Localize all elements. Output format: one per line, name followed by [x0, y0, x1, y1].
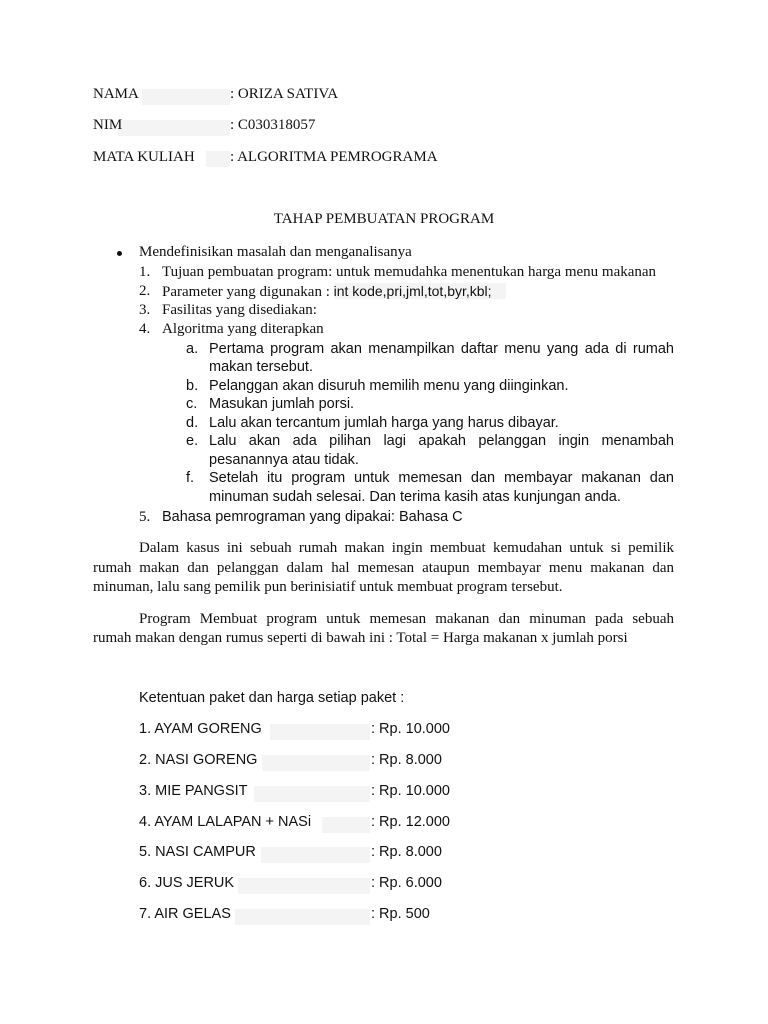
step-text: Tujuan pembuatan program: untuk memudahka menentukan harga menu makanan — [162, 264, 657, 280]
package-price: : Rp. 10.000 — [371, 783, 450, 799]
algorithm-letter: d. — [186, 415, 199, 431]
step-text — [162, 283, 506, 301]
algorithm-text: Lalu akan tercantum jumlah harga yang harus dibayar. — [209, 415, 559, 431]
algorithm-text: Setelah itu program untuk memesan dan membayar makanan dan — [209, 470, 674, 486]
header-label-nama: NAMA — [93, 86, 139, 102]
package-name: 7. AIR GELAS — [139, 906, 231, 922]
header-value-mata-kuliah: : ALGORITMA PEMROGRAMA — [230, 149, 438, 165]
paragraph-line: minuman, lalu sang pemilik pun berinisiatif untuk membuat program tersebut. — [93, 579, 563, 595]
package-price: : Rp. 8.000 — [371, 752, 442, 768]
package-name: 1. AYAM GORENG — [139, 721, 262, 737]
step-text: Algoritma yang diterapkan — [162, 321, 324, 337]
step-number: 2. — [139, 283, 151, 299]
package-price: : Rp. 12.000 — [371, 814, 450, 830]
algorithm-text: Pelanggan akan disuruh memilih menu yang diinginkan. — [209, 378, 569, 394]
header-label-mata-kuliah: MATA KULIAH — [93, 149, 195, 165]
algorithm-text: Masukan jumlah porsi. — [209, 396, 355, 412]
algorithm-letter: c. — [186, 396, 198, 412]
step-number: 4. — [139, 321, 151, 337]
algorithm-letter: b. — [186, 378, 199, 394]
algorithm-text: Pertama program akan menampilkan daftar menu yang ada di rumah — [209, 341, 674, 357]
paragraph-line: rumah makan dan pelanggan dalam hal memesan ataupun membayar menu makanan dan — [93, 560, 674, 576]
algorithm-letter: f. — [186, 470, 195, 486]
package-price: : Rp. 10.000 — [371, 721, 450, 737]
paragraph-line: rumah makan dengan rumus seperti di bawah ini : Total = Harga makanan x jumlah porsi — [93, 630, 628, 646]
header-label-nim: NIM — [93, 117, 123, 133]
package-name: 4. AYAM LALAPAN + NASi — [139, 814, 312, 830]
bullet-dot — [117, 251, 122, 256]
step-text: Bahasa pemrograman yang dipakai: Bahasa C — [162, 509, 463, 525]
step-number: 3. — [139, 302, 151, 318]
step-text-part: Parameter yang digunakan : — [162, 284, 334, 300]
header-value-nim: : C030318057 — [230, 117, 316, 133]
step-number: 1. — [139, 264, 151, 280]
package-price: : Rp. 6.000 — [371, 875, 442, 891]
package-name: 6. JUS JERUK — [139, 875, 235, 891]
step-text: Fasilitas yang disediakan: — [162, 302, 317, 318]
algorithm-letter: a. — [186, 341, 199, 357]
paragraph-line: Program Membuat program untuk memesan makanan dan minuman pada sebuah — [139, 611, 674, 627]
step-code-text: int kode,pri,jml,tot,byr,kbl; — [334, 283, 506, 299]
algorithm-letter: e. — [186, 433, 199, 449]
package-name: 3. MIE PANGSIT — [139, 783, 248, 799]
algorithm-text: minuman sudah selesai. Dan terima kasih atas kunjungan anda. — [209, 489, 621, 505]
package-name: 5. NASI CAMPUR — [139, 844, 256, 860]
package-price: : Rp. 8.000 — [371, 844, 442, 860]
page-title: TAHAP PEMBUATAN PROGRAM — [273, 211, 495, 227]
algorithm-text: pesanannya atau tidak. — [209, 452, 359, 468]
algorithm-text: makan tersebut. — [209, 359, 313, 375]
package-price: : Rp. 500 — [371, 906, 430, 922]
paragraph-line: Dalam kasus ini sebuah rumah makan ingin membuat kemudahan untuk si pemilik — [139, 540, 674, 556]
bullet-item: Mendefinisikan masalah dan menganalisanya — [139, 244, 412, 260]
step-number: 5. — [139, 509, 151, 525]
header-value-nama: : ORIZA SATIVA — [230, 86, 339, 102]
package-heading: Ketentuan paket dan harga setiap paket : — [139, 690, 405, 706]
algorithm-text: Lalu akan ada pilihan lagi apakah pelanggan ingin menambah — [209, 433, 674, 449]
package-name: 2. NASI GORENG — [139, 752, 258, 768]
